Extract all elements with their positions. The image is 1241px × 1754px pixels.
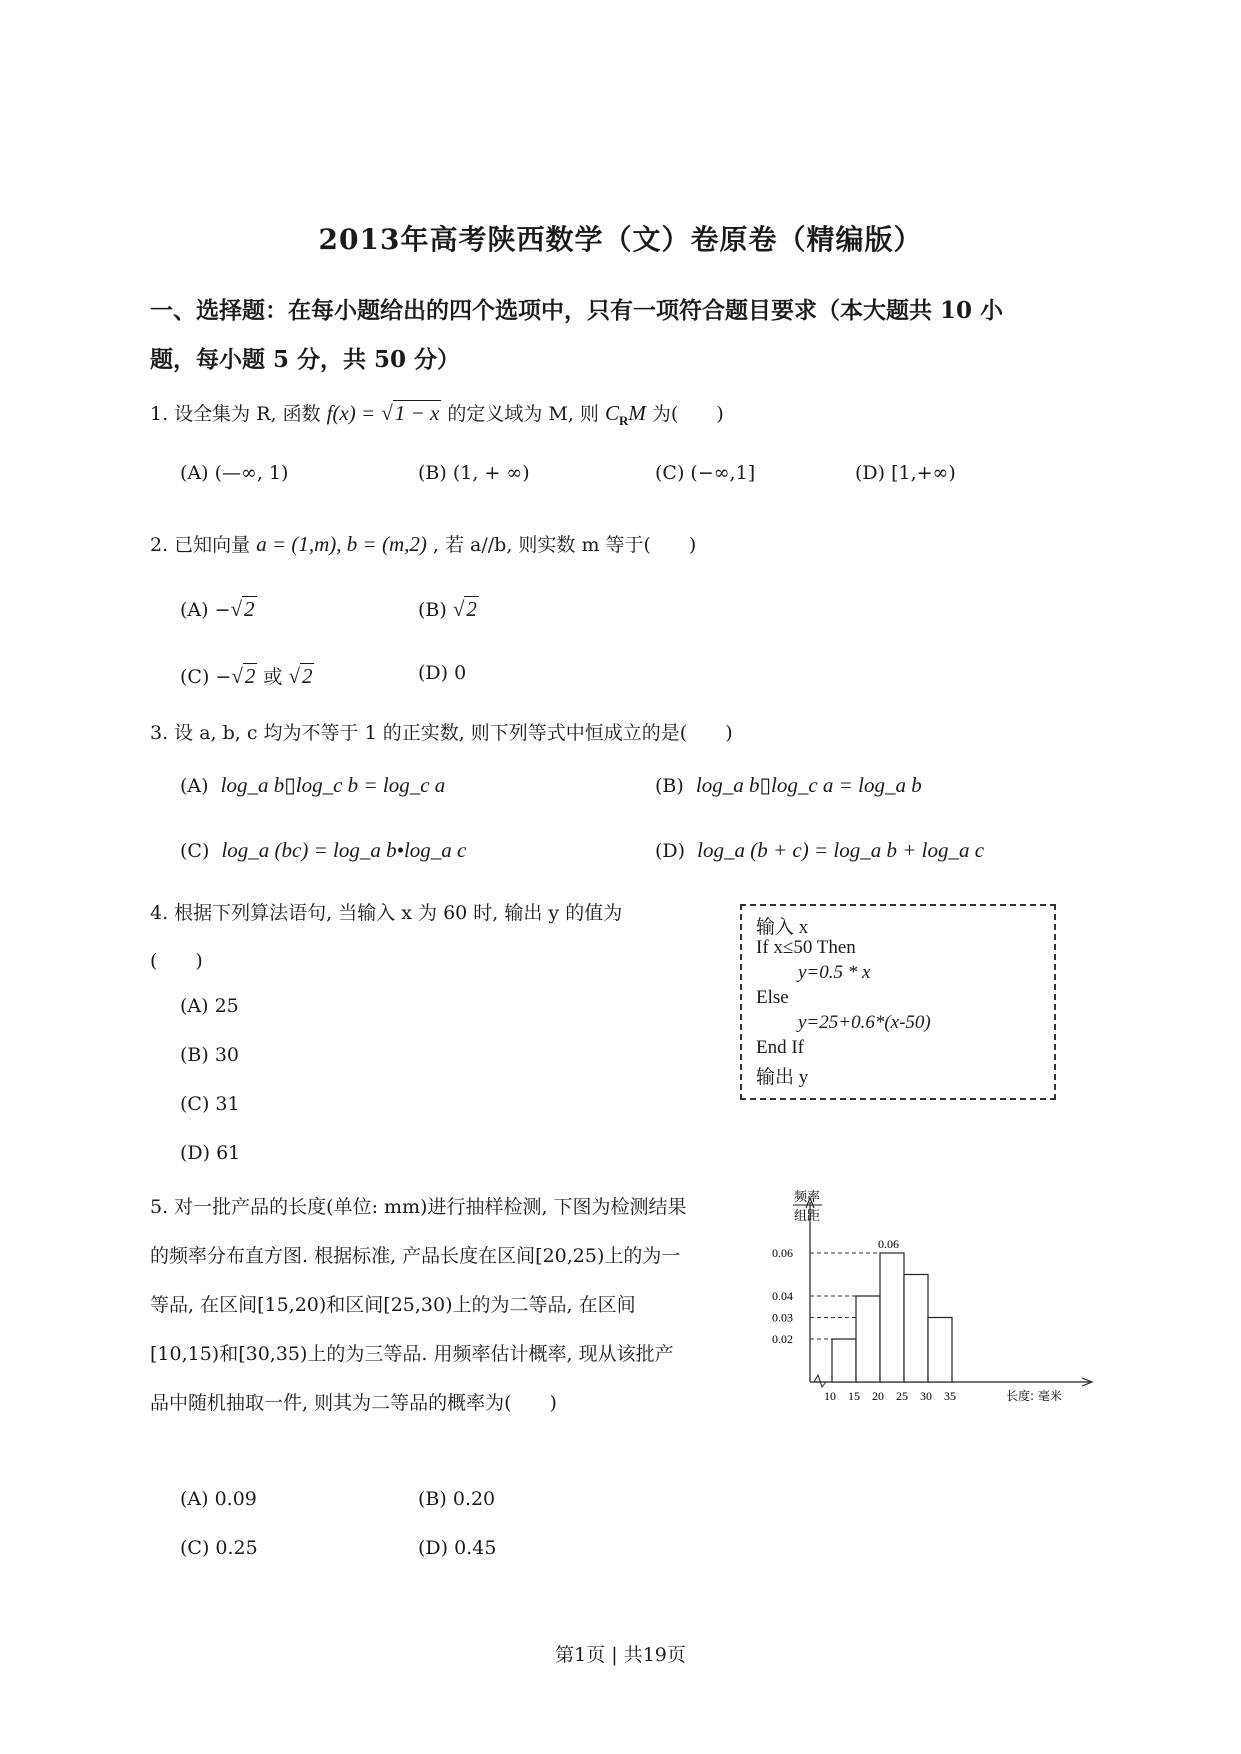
y-label-top: 频率 <box>794 1190 821 1205</box>
question-5-line3: 等品, 在区间[15,20)和区间[25,30)上的为二等品, 在区间 <box>150 1294 636 1316</box>
question-5-line2: 的频率分布直方图. 根据标准, 产品长度在区间[20,25)上的为一 <box>150 1245 681 1267</box>
x-tick-label: 35 <box>944 1389 956 1403</box>
question-5-line5: 品中随机抽取一件, 则其为二等品的概率为( ) <box>150 1392 557 1414</box>
q2-vectors: a = (1,m), b = (m,2) <box>256 532 427 556</box>
q4-option-a: (A) 25 <box>180 995 239 1017</box>
question-4-line2: ( ) <box>150 950 203 972</box>
y-tick-label: 0.02 <box>772 1332 793 1346</box>
question-2 <box>150 530 696 557</box>
q2-option-a: (A) −√2 <box>180 597 255 621</box>
q2-suffix: , 若 a//b, 则实数 m 等于( ) <box>432 534 697 556</box>
q2-prefix: 2. 已知向量 <box>150 534 251 556</box>
question-3: 3. 设 a, b, c 均为不等于 1 的正实数, 则下列等式中恒成立的是( ) <box>150 722 733 744</box>
q4-option-b: (B) 30 <box>180 1044 240 1066</box>
q5-option-c: (C) 0.25 <box>180 1537 258 1559</box>
frequency-histogram <box>760 1188 1100 1418</box>
question-5-line1: 5. 对一批产品的长度(单位: mm)进行抽样检测, 下图为检测结果 <box>150 1196 687 1218</box>
q1-function: f(x) = <box>326 401 376 425</box>
code-line-4: Else <box>756 987 789 1008</box>
q5-option-d: (D) 0.45 <box>418 1537 497 1559</box>
x-tick-label: 10 <box>824 1389 836 1403</box>
q1-prefix: 1. 设全集为 R, 函数 <box>150 403 321 425</box>
q1-radicand: 1 − x <box>394 401 440 425</box>
q2-option-b: (B) √2 <box>418 597 477 621</box>
y-tick-label: 0.04 <box>772 1289 793 1303</box>
page-footer: 第1页 | 共19页 <box>555 1644 686 1666</box>
algorithm-box <box>740 904 1056 1100</box>
code-line-7: 输出 y <box>756 1067 809 1088</box>
q4-option-c: (C) 31 <box>180 1093 240 1115</box>
q1-option-b: (B) (1, + ∞) <box>418 462 530 484</box>
page-title: 2013年高考陕西数学（文）卷原卷（精编版） <box>318 223 923 256</box>
x-tick-label: 20 <box>872 1389 884 1403</box>
y-tick-label: 0.03 <box>772 1310 793 1325</box>
section-heading-line1: 一、选择题：在每小题给出的四个选项中，只有一项符合题目要求（本大题共 10 小 <box>150 297 1004 324</box>
question-5-line4: [10,15)和[30,35)上的为三等品. 用频率估计概率, 现从该批产 <box>150 1343 674 1365</box>
code-line-3: y=0.5 * x <box>798 962 871 983</box>
histogram-bar <box>880 1253 904 1382</box>
code-line-2: If x≤50 Then <box>756 937 856 958</box>
y-tick-label: 0.06 <box>772 1246 793 1260</box>
code-line-1: 输入 x <box>756 917 809 938</box>
q5-option-a: (A) 0.09 <box>180 1488 257 1510</box>
question-1 <box>150 399 724 429</box>
histogram-bar <box>904 1275 928 1383</box>
q1-mid: 的定义域为 M, 则 <box>447 403 599 425</box>
question-4-line1: 4. 根据下列算法语句, 当输入 x 为 60 时, 输出 y 的值为 <box>150 902 623 924</box>
x-tick-label: 25 <box>896 1389 908 1403</box>
q1-sqrt-sign: √ <box>381 401 393 425</box>
q1-suffix: 为( ) <box>651 403 724 425</box>
q2-option-d: (D) 0 <box>418 662 467 684</box>
x-axis-label: 长度: 毫米 <box>1006 1389 1062 1403</box>
q3-option-d: (D) log_a (b + c) = log_a b + log_a c <box>655 838 985 862</box>
q1-option-d: (D) [1,+∞) <box>855 462 956 484</box>
axis-break <box>814 1375 826 1387</box>
histogram-bar <box>832 1339 856 1382</box>
histogram-bar <box>928 1318 952 1383</box>
q2-option-c: (C) −√2 或 √2 <box>180 664 313 688</box>
histogram-bar <box>856 1296 880 1382</box>
q4-option-d: (D) 61 <box>180 1142 241 1164</box>
code-line-5: y=25+0.6*(x-50) <box>798 1012 931 1033</box>
q5-option-b: (B) 0.20 <box>418 1488 496 1510</box>
q1-option-c: (C) (−∞,1] <box>655 462 756 484</box>
q3-option-c: (C) log_a (bc) = log_a b•log_a c <box>180 838 467 862</box>
section-heading-line2: 题，每小题 5 分，共 50 分） <box>150 346 461 373</box>
code-line-6: End If <box>756 1037 805 1058</box>
q1-complement: $C_RM$ <box>604 401 646 428</box>
q1-option-a: (A) (—∞, 1) <box>180 462 289 484</box>
x-tick-label: 30 <box>920 1389 932 1403</box>
bar-annotation: 0.06 <box>878 1237 899 1251</box>
x-tick-label: 15 <box>848 1389 860 1403</box>
q3-option-b: (B) log_a b▯log_c a = log_a b <box>655 773 922 797</box>
y-label-bottom: 组距 <box>794 1209 821 1224</box>
q3-option-a: (A) log_a b▯log_c b = log_c a <box>180 773 446 797</box>
